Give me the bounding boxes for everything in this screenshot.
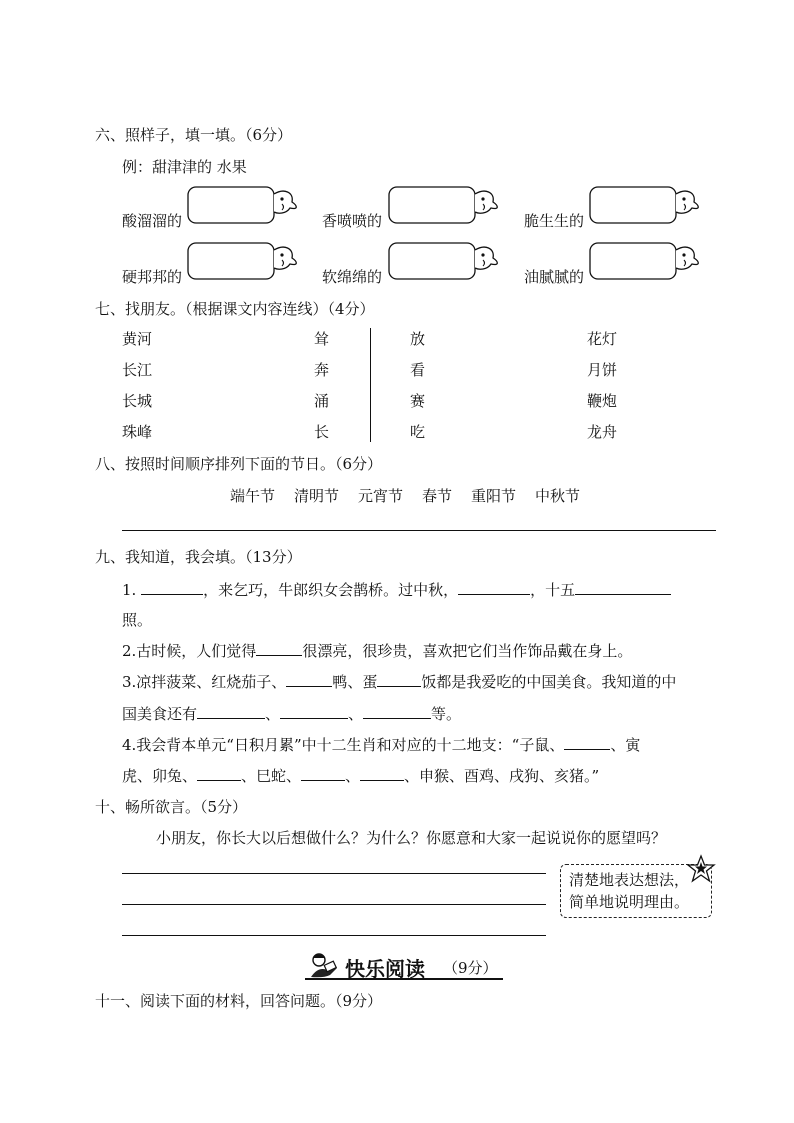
fish-answer-box[interactable] <box>186 184 298 226</box>
fill-blank[interactable] <box>363 703 431 719</box>
q3-text: 饭都是我爱吃的中国美食。我知道的中 <box>421 673 677 691</box>
festival-item: 春节 <box>422 487 453 505</box>
festival-item: 端午节 <box>230 487 276 505</box>
match-item[interactable]: 涌 <box>314 392 330 410</box>
question-1 <box>122 579 671 600</box>
match-item[interactable]: 龙舟 <box>587 423 618 441</box>
fill-blank[interactable] <box>458 579 530 595</box>
question-2 <box>122 640 632 661</box>
word-item: 油腻腻的 <box>524 268 585 286</box>
q4-text: 、 <box>345 767 361 785</box>
match-item[interactable]: 赛 <box>410 392 426 410</box>
word-item: 软绵绵的 <box>322 268 383 286</box>
section11-heading: 十一、阅读下面的材料，回答问题。（9分） <box>95 992 383 1010</box>
banner-underline <box>305 978 503 980</box>
fish-answer-box[interactable] <box>186 240 298 282</box>
answer-line[interactable] <box>122 873 546 874</box>
match-item[interactable]: 耸 <box>314 330 330 348</box>
question-4 <box>122 734 640 755</box>
q2-text: 2.古时候，人们觉得 <box>122 642 257 660</box>
match-item[interactable]: 长江 <box>122 361 153 379</box>
word-item: 脆生生的 <box>524 212 585 230</box>
example-text: 例：甜津津的 水果 <box>122 158 247 176</box>
fish-answer-box[interactable] <box>588 184 700 226</box>
reading-child-icon <box>305 951 341 979</box>
match-item[interactable]: 吃 <box>410 423 426 441</box>
q1-text: ，来乞巧，牛郎织女会鹊桥。过中秋， <box>203 581 459 599</box>
hint-line: 简单地说明理由。 <box>569 893 690 911</box>
section6-heading: 六、照样子，填一填。（6分） <box>95 126 293 144</box>
fish-answer-box[interactable] <box>387 184 499 226</box>
fill-blank[interactable] <box>197 703 265 719</box>
q3-text: 3.凉拌菠菜、红烧茄子、 <box>122 673 287 691</box>
question-4-cont <box>122 765 599 786</box>
banner-score: （9分） <box>443 959 498 977</box>
hint-line: 清楚地表达想法， <box>569 871 690 889</box>
match-item[interactable]: 黄河 <box>122 330 153 348</box>
q4-text: 、寅 <box>610 736 641 754</box>
festival-item: 重阳节 <box>471 487 517 505</box>
festival-item: 元宵节 <box>358 487 404 505</box>
section10-prompt: 小朋友，你长大以后想做什么？为什么？你愿意和大家一起说说你的愿望吗？ <box>156 829 667 847</box>
word-item: 香喷喷的 <box>322 212 383 230</box>
fill-blank[interactable] <box>301 765 345 781</box>
fill-blank[interactable] <box>564 734 610 750</box>
fill-blank[interactable] <box>575 579 671 595</box>
fill-blank[interactable] <box>197 765 241 781</box>
fill-blank[interactable] <box>360 765 404 781</box>
match-item[interactable]: 放 <box>410 330 426 348</box>
section9-heading: 九、我知道，我会填。（13分） <box>95 548 302 566</box>
fill-blank[interactable] <box>377 671 421 687</box>
question-3-cont <box>122 703 461 724</box>
question-3 <box>122 671 676 692</box>
fish-answer-box[interactable] <box>387 240 499 282</box>
q3-text: 、 <box>265 705 281 723</box>
q3-text: 、 <box>348 705 364 723</box>
word-item: 酸溜溜的 <box>122 212 183 230</box>
q4-text: 4.我会背本单元“日积月累”中十二生肖和对应的十二地支：“子鼠、 <box>122 736 565 754</box>
q1-text: ，十五 <box>530 581 576 599</box>
match-item[interactable]: 月饼 <box>587 361 618 379</box>
section10-heading: 十、畅所欲言。（5分） <box>95 798 248 816</box>
fill-blank[interactable] <box>141 579 203 595</box>
match-item[interactable]: 珠峰 <box>122 423 153 441</box>
section7-heading: 七、找朋友。（根据课文内容连线）（4分） <box>95 300 375 318</box>
answer-line[interactable] <box>122 935 546 936</box>
banner-title: 快乐阅读 <box>345 957 425 981</box>
q4-text: 、申猴、酉鸡、戌狗、亥猪。” <box>404 767 600 785</box>
answer-line[interactable] <box>122 530 716 531</box>
answer-line[interactable] <box>122 904 546 905</box>
match-item[interactable]: 奔 <box>314 361 330 379</box>
q4-text: 、巳蛇、 <box>241 767 302 785</box>
match-item[interactable]: 长城 <box>122 392 153 410</box>
q4-text: 虎、卯兔、 <box>122 767 198 785</box>
q1-text: 照。 <box>122 611 153 629</box>
match-item[interactable]: 长 <box>314 423 330 441</box>
q3-text: 鸭、蛋 <box>332 673 378 691</box>
match-item[interactable]: 看 <box>410 361 426 379</box>
festival-item: 清明节 <box>294 487 340 505</box>
fish-answer-box[interactable] <box>588 240 700 282</box>
word-item: 硬邦邦的 <box>122 268 183 286</box>
column-divider <box>370 328 371 442</box>
q3-text: 等。 <box>431 705 462 723</box>
match-item[interactable]: 花灯 <box>587 330 618 348</box>
fill-blank[interactable] <box>280 703 348 719</box>
fill-blank[interactable] <box>286 671 332 687</box>
festival-item: 中秋节 <box>535 487 581 505</box>
q3-text: 国美食还有 <box>122 705 198 723</box>
fill-blank[interactable] <box>256 640 302 656</box>
q2-text: 很漂亮，很珍贵，喜欢把它们当作饰品戴在身上。 <box>302 642 633 660</box>
match-item[interactable]: 鞭炮 <box>587 392 618 410</box>
star-icon <box>686 854 716 884</box>
q1-text: 1. <box>122 581 137 599</box>
section8-heading: 八、按照时间顺序排列下面的节日。（6分） <box>95 455 383 473</box>
